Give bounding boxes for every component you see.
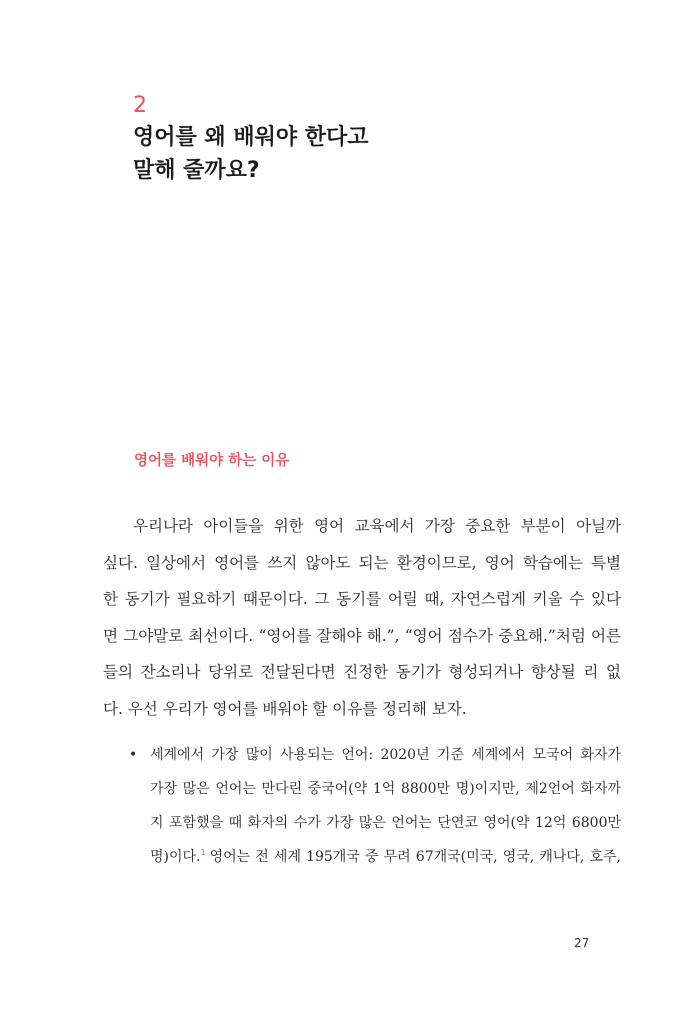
bullet-list [128, 738, 621, 874]
section-heading: 영어를 배워야 하는 이유 [134, 453, 290, 469]
bullet-text: 영어는 전 세계 195개국 중 무려 67개국(미국, 영국, 캐나다, 호주, [209, 849, 621, 865]
bullet-item [128, 738, 621, 874]
bullet-line: 세계에서 가장 많이 사용되는 언어: 2020년 기준 세계에서 모국어 화자가 [150, 747, 621, 763]
bullet-line: 가장 많은 언어는 만다린 중국어(약 1억 8800만 명)이지만, 제2언어 화자까 [150, 781, 621, 797]
paragraph-line: 한 동기가 필요하기 때문이다. 그 동기를 어릴 때, 자연스럽게 키울 수 있다 [103, 590, 621, 609]
body-paragraph [103, 508, 621, 728]
chapter-title-line-1: 영어를 왜 배워야 한다고 [133, 125, 369, 150]
paragraph-line: 들의 잔소리나 당위로 전달된다면 진정한 동기가 형성되거나 향상될 리 없 [103, 663, 621, 682]
paragraph-line: 싶다. 일상에서 영어를 쓰지 않아도 되는 환경이므로, 영어 학습에는 특별 [103, 553, 621, 572]
paragraph-line: 면 그야말로 최선이다. “영어를 잘해야 해.”, “영어 점수가 중요해.”처럼 어른 [103, 626, 621, 645]
chapter-number: 2 [133, 93, 147, 118]
footnote-reference[interactable]: 1 [200, 848, 206, 858]
bullet-line-with-footnote [150, 840, 621, 874]
paragraph-line: 우리나라 아이들을 위한 영어 교육에서 가장 중요한 부분이 아닐까 [133, 517, 621, 535]
bullet-text: 명)이다. [150, 849, 201, 865]
paragraph-line: 다. 우선 우리가 영어를 배워야 할 이유를 정리해 보자. [103, 699, 467, 718]
chapter-title [133, 121, 533, 187]
bullet-marker-icon: • [129, 747, 138, 763]
page-number: 27 [574, 936, 590, 950]
bullet-line: 지 포함했을 때 화자의 수가 가장 많은 언어는 단연코 영어(약 12억 6800만 [150, 815, 621, 831]
chapter-title-line-2: 말해 줄까요? [133, 158, 260, 183]
